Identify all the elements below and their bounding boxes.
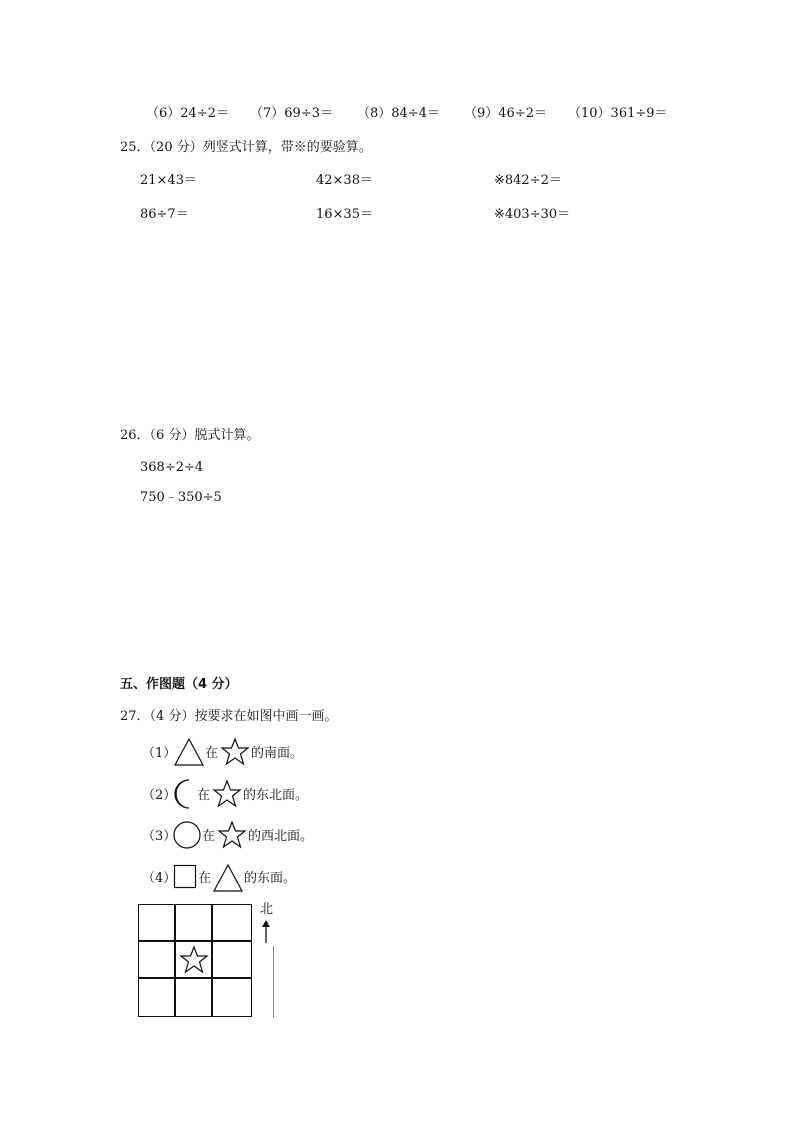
star-icon	[216, 820, 248, 850]
grid-cell[interactable]	[138, 978, 175, 1017]
star-icon	[211, 779, 243, 809]
q24-item-8: （8）84÷4＝	[357, 106, 440, 121]
crescent-moon-icon	[172, 778, 196, 810]
q24-item-9: （9）46÷2＝	[464, 106, 547, 121]
grid-cell[interactable]	[212, 978, 252, 1017]
q25-r1-c: ※842÷2＝	[494, 173, 562, 188]
q27-item-3-post: 的西北面。	[248, 829, 314, 844]
q24-item-10: （10）361÷9＝	[568, 106, 668, 121]
grid-cell[interactable]	[212, 941, 252, 978]
q26-item-2: 750﹣350÷5	[140, 490, 222, 505]
q27-item-4-post: 的东面。	[244, 871, 297, 886]
q25-title: 25．（20 分）列竖式计算，带※的要验算。	[120, 140, 372, 155]
q26-item-1: 368÷2÷4	[140, 460, 204, 475]
q24-item-7: （7）69÷3＝	[250, 106, 333, 121]
q25-r2-b: 16×35＝	[316, 207, 373, 222]
q25-r1-b: 42×38＝	[316, 173, 373, 188]
q24-item-6: （6）24÷2＝	[146, 106, 229, 121]
q26-title: 26．（6 分）脱式计算。	[120, 428, 260, 443]
grid-cell[interactable]	[138, 941, 175, 978]
q27-item-4-pre: 在	[198, 871, 212, 886]
north-label: 北	[260, 902, 274, 917]
q27-item-2-pre: 在	[197, 788, 211, 803]
star-icon	[178, 945, 210, 975]
direction-grid	[138, 904, 252, 1017]
grid-cell-center[interactable]	[175, 941, 212, 978]
section-5-title: 五、作图题（4 分）	[120, 677, 238, 692]
grid-cell[interactable]	[138, 904, 175, 941]
q25-r2-a: 86÷7＝	[140, 207, 189, 222]
q27-title: 27．（4 分）按要求在如图中画一画。	[120, 709, 338, 724]
grid-cell[interactable]	[175, 904, 212, 941]
q25-r2-c: ※403÷30＝	[494, 207, 571, 222]
q27-item-1-pre: 在	[205, 746, 219, 761]
q27-item-3-num: （3）	[142, 829, 177, 844]
q27-item-1-post: 的南面。	[251, 746, 304, 761]
grid-cell[interactable]	[212, 904, 252, 941]
q27-item-2-post: 的东北面。	[243, 788, 309, 803]
star-icon	[219, 737, 251, 767]
triangle-icon	[212, 863, 244, 893]
q27-item-1-num: （1）	[142, 746, 177, 761]
q27-item-2-num: （2）	[142, 788, 177, 803]
triangle-icon	[173, 737, 205, 767]
q27-item-4-num: （4）	[142, 871, 177, 886]
grid-right-guide	[273, 946, 274, 1018]
q27-item-3-pre: 在	[202, 829, 216, 844]
square-icon	[173, 864, 197, 890]
north-arrow-icon	[259, 920, 273, 944]
grid-cell[interactable]	[175, 978, 212, 1017]
circle-icon	[172, 820, 202, 850]
q25-r1-a: 21×43＝	[140, 173, 197, 188]
